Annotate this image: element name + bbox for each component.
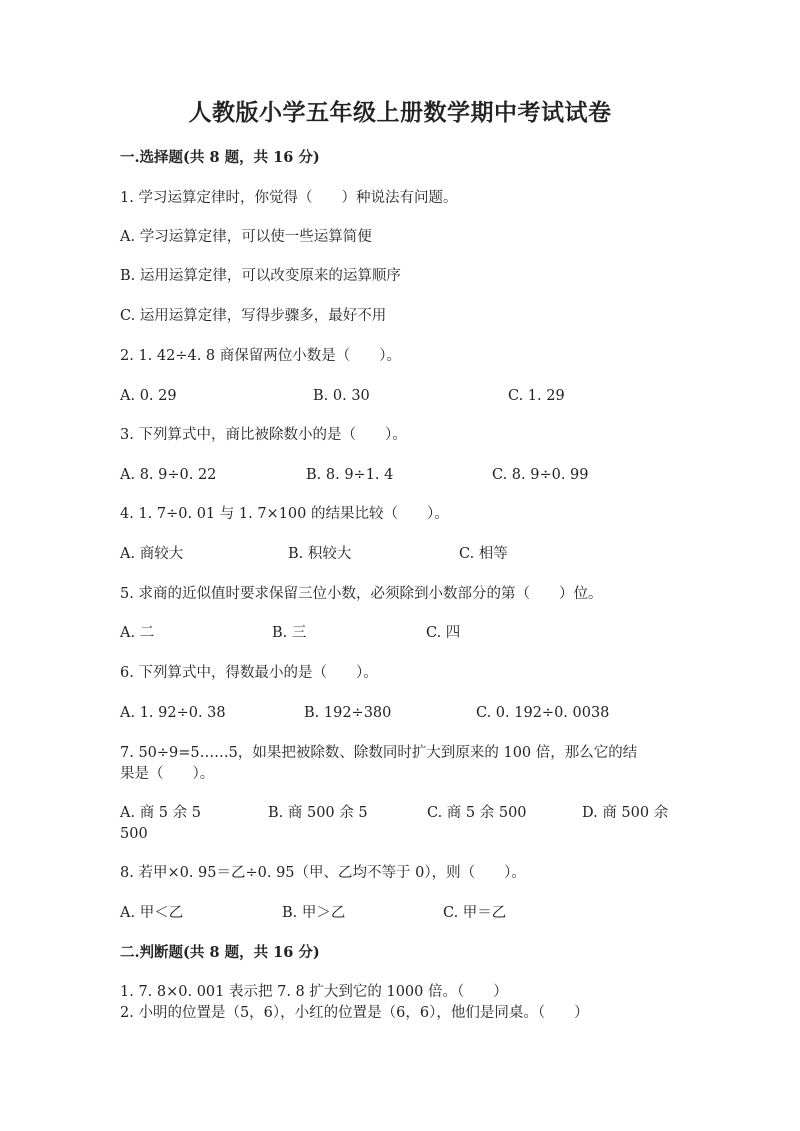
- question-option: A. 学习运算定律，可以使一些运算简便: [120, 229, 372, 245]
- question-option: C. 1. 29: [508, 388, 565, 404]
- question-option: C. 运用运算定律，写得步骤多，最好不用: [120, 308, 387, 324]
- question-stem: 2. 1. 42÷4. 8 商保留两位小数是（ ）。: [120, 348, 402, 364]
- section-heading-choice: 一.选择题(共 8 题，共 16 分): [120, 149, 320, 166]
- question-option: C. 8. 9÷0. 99: [492, 467, 589, 483]
- question-stem-line1: 7. 50÷9=5……5，如果把被除数、除数同时扩大到原来的 100 倍，那么它的结: [120, 745, 638, 761]
- judgement-item: 1. 7. 8×0. 001 表示把 7. 8 扩大到它的 1000 倍。（ ）: [120, 984, 508, 1000]
- section-heading-judgement: 二.判断题(共 8 题，共 16 分): [120, 944, 320, 961]
- question-option: A. 商较大: [120, 546, 184, 562]
- question-option: B. 0. 30: [313, 388, 370, 404]
- question-option: C. 商 5 余 500: [427, 805, 527, 821]
- question-option: B. 甲＞乙: [282, 905, 346, 921]
- question-option: D. 商 500 余: [582, 805, 669, 821]
- question-option: C. 四: [426, 625, 461, 641]
- question-option: B. 192÷380: [304, 705, 392, 721]
- question-stem: 8. 若甲×0. 95＝乙÷0. 95（甲、乙均不等于 0），则（ ）。: [120, 865, 526, 881]
- question-option: A. 8. 9÷0. 22: [120, 467, 217, 483]
- question-stem: 5. 求商的近似值时要求保留三位小数，必须除到小数部分的第（ ）位。: [120, 586, 603, 602]
- question-option: B. 运用运算定律，可以改变原来的运算顺序: [120, 268, 401, 284]
- question-option: B. 8. 9÷1. 4: [306, 467, 394, 483]
- question-option: B. 商 500 余 5: [268, 805, 368, 821]
- question-stem: 1. 学习运算定律时，你觉得（ ）种说法有问题。: [120, 190, 458, 206]
- question-option: A. 1. 92÷0. 38: [120, 705, 226, 721]
- question-option: A. 0. 29: [120, 388, 177, 404]
- question-stem-line2: 果是（ ）。: [120, 766, 215, 782]
- question-option: B. 积较大: [288, 546, 352, 562]
- question-option: B. 三: [272, 625, 307, 641]
- question-option: A. 商 5 余 5: [120, 805, 201, 821]
- question-option-wrap: 500: [120, 826, 148, 842]
- judgement-item: 2. 小明的位置是（5，6），小红的位置是（6，6），他们是同桌。（ ）: [120, 1005, 589, 1021]
- question-option: A. 二: [120, 625, 155, 641]
- question-stem: 4. 1. 7÷0. 01 与 1. 7×100 的结果比较（ ）。: [120, 506, 449, 522]
- question-option: C. 甲＝乙: [443, 905, 507, 921]
- question-option: A. 甲＜乙: [120, 905, 184, 921]
- question-option: C. 0. 192÷0. 0038: [476, 705, 610, 721]
- question-stem: 3. 下列算式中，商比被除数小的是（ ）。: [120, 427, 407, 443]
- question-stem: 6. 下列算式中，得数最小的是（ ）。: [120, 665, 378, 681]
- page-title: 人教版小学五年级上册数学期中考试试卷: [188, 99, 612, 126]
- question-option: C. 相等: [459, 546, 508, 562]
